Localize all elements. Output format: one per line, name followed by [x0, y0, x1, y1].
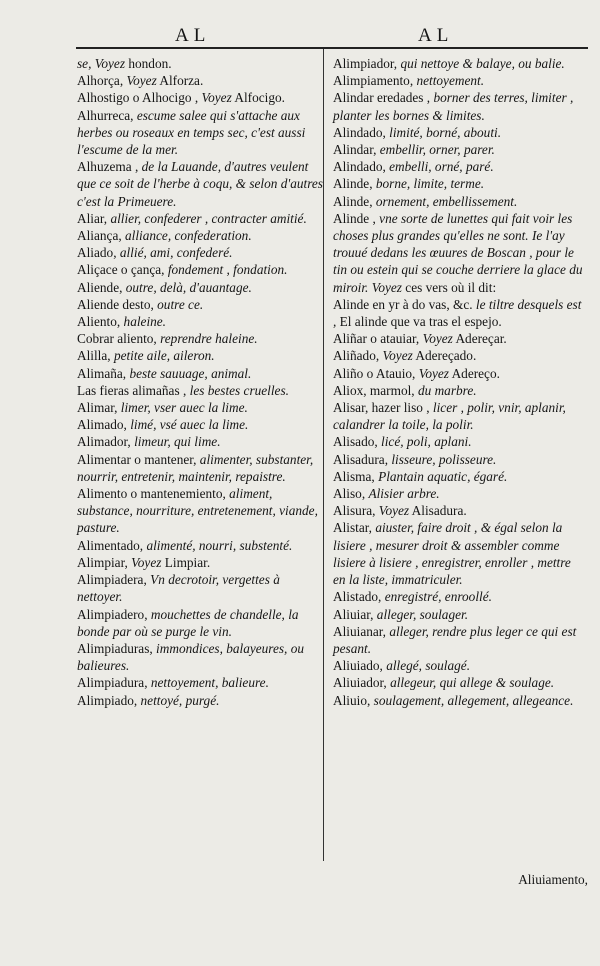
entry-headword: Las fieras alimañas ,: [77, 382, 187, 398]
dictionary-entry: [333, 124, 583, 141]
dictionary-entry: [333, 502, 583, 519]
entry-headword: Alimador,: [77, 434, 131, 450]
entry-headword: Alhurreca,: [77, 107, 134, 123]
entry-headword: Aliox, marmol,: [333, 382, 415, 398]
dictionary-entry: [77, 692, 327, 709]
entry-headword: Aliñar o atauiar,: [333, 331, 420, 347]
entry-translation: ornement, embellissement.: [375, 193, 518, 209]
entry-translation: embellir, orner, parer.: [379, 142, 495, 158]
entry-translation: embelli, orné, paré.: [389, 159, 494, 175]
entry-headword: Aliuio,: [333, 692, 371, 708]
entry-headword: Aliçace o çança,: [77, 262, 165, 278]
entry-headword: Alindar,: [333, 142, 377, 158]
entry-translation: les bestes cruelles.: [189, 382, 289, 398]
entry-headword: Alimpiaduras,: [77, 640, 153, 656]
entry-translation: allegé, soulagé.: [386, 658, 471, 674]
entry-headword: Aliuiador,: [333, 675, 387, 691]
entry-headword: Aliento,: [77, 314, 121, 330]
entry-headword: Alimado,: [77, 417, 127, 433]
running-head-right: AL: [418, 25, 454, 46]
entry-headword: Aliar,: [77, 210, 108, 226]
entry-headword: Aliende,: [77, 279, 123, 295]
dictionary-entry: [77, 210, 327, 227]
dictionary-entry: [333, 89, 583, 123]
header-rule: [76, 47, 588, 49]
dictionary-entry: [333, 623, 583, 657]
entry-headword: Alinde en yr à do vas, &c.: [333, 296, 473, 312]
entry-translation: nettoyement.: [416, 73, 485, 89]
dictionary-entry: [77, 261, 327, 278]
entry-translation: immondices, balayeures, ou balieures.: [77, 640, 305, 674]
dictionary-entry: [333, 296, 583, 330]
dictionary-entry: [77, 571, 327, 605]
entry-translation: alliance, confederation.: [125, 228, 252, 244]
dictionary-entry: [333, 692, 583, 709]
entry-translation: limer, vser auec la lime.: [120, 400, 248, 416]
entry-translation: limeur, qui lime.: [134, 434, 221, 450]
dictionary-entry: [333, 158, 583, 175]
entry-translation: escume salee qui s'attache aux herbes ou roseaux en temps sec, c'est aussi l'escume de la mer.: [77, 107, 306, 158]
entry-translation: beste sauuage, animal.: [129, 365, 252, 381]
entry-headword: Alimentar o mantener,: [77, 451, 197, 467]
entry-translation: nettoyement, balieure.: [150, 675, 269, 691]
dictionary-entry: [77, 107, 327, 159]
dictionary-entry: [77, 279, 327, 296]
entry-headword: Alinde ,: [333, 210, 376, 226]
entry-reference-target: hondon.: [128, 56, 172, 71]
entry-translation: vne sorte de lunettes qui fait voir les choses plus grandes qu'elles ne sont. Ie l'ay trouué dedans les œuures de Boscan , pour le tin ou estein qui se couche derriere la glace du miroir.: [333, 210, 583, 295]
entry-headword: Aliuiado,: [333, 658, 383, 674]
entry-headword: Alimaña,: [77, 365, 127, 381]
dictionary-entry: [333, 141, 583, 158]
dictionary-entry: [333, 674, 583, 691]
entry-headword: Alisar, hazer liso ,: [333, 400, 430, 416]
entry-headword: Aliuianar,: [333, 623, 387, 639]
dictionary-entry: [333, 485, 583, 502]
entry-headword: Alinde,: [333, 176, 373, 192]
dictionary-entry: [77, 433, 327, 450]
entry-headword: Alimpiadera,: [77, 572, 147, 588]
entry-translation: reprendre haleine.: [160, 331, 258, 347]
entry-translation: allegeur, qui allege & soulage.: [390, 675, 555, 691]
running-head-left: AL: [175, 25, 211, 46]
catchword: Aliuiamento,: [518, 872, 588, 887]
entry-headword: Alistar,: [333, 520, 372, 536]
entry-headword: Aliso,: [333, 486, 366, 502]
dictionary-entry: [77, 606, 327, 640]
dictionary-entry: [333, 365, 583, 382]
entry-translation: Plantain aquatic, égaré.: [378, 468, 508, 484]
entry-translation: du marbre.: [417, 382, 477, 398]
entry-cross-reference: Voyez: [378, 503, 410, 519]
entry-headword: Alimpiador,: [333, 56, 398, 71]
entry-translation: haleine.: [123, 314, 167, 330]
entry-reference-target: Adereçado.: [415, 348, 477, 364]
entry-translation: aliment, substance, nourriture, entretenement, viande, pasture.: [77, 486, 318, 536]
dictionary-entry: [77, 485, 327, 537]
entry-cross-reference: Voyez: [418, 365, 449, 381]
dictionary-entry: [333, 657, 583, 674]
dictionary-entry: [77, 244, 327, 261]
left-column: [77, 55, 327, 709]
entry-headword: Aliño o Atauio,: [333, 365, 416, 381]
entry-headword: Aliende desto,: [77, 296, 154, 312]
dictionary-entry: [77, 640, 327, 674]
entry-headword: Alimento o mantenemiento,: [77, 486, 226, 502]
entry-cross-reference: Voyez: [382, 348, 413, 364]
entry-headword: Alimentado,: [77, 537, 144, 553]
entry-translation: limité, borné, abouti.: [389, 124, 502, 140]
right-column: [333, 55, 583, 709]
dictionary-entry: [333, 468, 583, 485]
entry-headword: Alisadura,: [333, 451, 389, 467]
entry-translation: le tiltre desquels est ,: [333, 296, 582, 330]
dictionary-entry: [333, 210, 583, 296]
dictionary-entry: [333, 588, 583, 605]
dictionary-entry: [77, 296, 327, 313]
entry-headword: Alimpiado,: [77, 692, 138, 708]
entry-headword: Alisado,: [333, 434, 378, 450]
dictionary-entry: [77, 674, 327, 691]
entry-headword: Alimpiadero,: [77, 606, 148, 622]
dictionary-entry: [333, 193, 583, 210]
dictionary-entry: [333, 451, 583, 468]
entry-headword: Alimpiadura,: [77, 675, 148, 691]
entry-translation: fondement , fondation.: [167, 262, 288, 278]
entry-headword: Alilla,: [77, 348, 111, 364]
entry-headword: Aliado,: [77, 245, 117, 261]
entry-cross-reference: Voyez: [422, 331, 453, 347]
dictionary-entry: [333, 55, 583, 72]
running-header: [0, 20, 600, 46]
dictionary-entry: [77, 365, 327, 382]
entry-reference-target: El alinde que va tras el espejo.: [339, 314, 502, 330]
entry-translation: nettoyé, purgé.: [140, 692, 220, 708]
entry-headword: Alistado,: [333, 589, 382, 605]
dictionary-entry: [333, 606, 583, 623]
entry-headword: Alisma,: [333, 468, 375, 484]
entry-translation: alleger, rendre plus leger ce qui est pesant.: [333, 623, 577, 656]
dictionary-entry: [333, 519, 583, 588]
entry-cross-reference: Voyez: [371, 279, 402, 295]
dictionary-entry: [77, 330, 327, 347]
entry-translation: alimenté, nourri, substenté.: [146, 537, 293, 553]
dictionary-entry: [333, 175, 583, 192]
entry-translation: qui nettoye & balaye, ou balie.: [400, 56, 565, 71]
entry-headword: Cobrar aliento,: [77, 331, 157, 347]
dictionary-entry: [77, 347, 327, 364]
dictionary-entry: [77, 227, 327, 244]
dictionary-entry: [77, 537, 327, 554]
entry-reference-target: Alisadura.: [411, 503, 467, 519]
entry-reference-target: ces vers où il dit:: [405, 279, 497, 295]
dictionary-entry: [333, 382, 583, 399]
entry-translation: borner des terres, limiter , planter les bornes & limites.: [333, 90, 574, 123]
entry-headword: Aliança,: [77, 228, 122, 244]
entry-translation: se,: [77, 56, 92, 71]
dictionary-entry: [333, 399, 583, 433]
entry-reference-target: Adereçar.: [455, 331, 507, 347]
entry-headword: Alimar,: [77, 400, 118, 416]
entry-reference-target: Alforza.: [159, 73, 204, 89]
entry-headword: Alhorça,: [77, 73, 124, 89]
dictionary-entry: [333, 330, 583, 347]
entry-translation: outre, delà, d'auantage.: [125, 279, 252, 295]
entry-headword: Aliuiar,: [333, 606, 374, 622]
entry-translation: alleger, soulager.: [376, 606, 469, 622]
entry-headword: Alindar eredades ,: [333, 90, 431, 106]
entry-cross-reference: Voyez: [201, 90, 232, 106]
entry-reference-target: Limpiar.: [164, 554, 211, 570]
entry-translation: limé, vsé auec la lime.: [130, 417, 249, 433]
entry-translation: aiuster, faire droit , & égal selon la lisiere , mesurer droit & assembler comme lisiere à lisiere , enregistrer, enroller , mettre en la liste, immatriculer.: [333, 520, 571, 588]
entry-headword: Alimpiamento,: [333, 73, 414, 89]
entry-reference-target: Adereço.: [451, 365, 500, 381]
entry-headword: Aliñado,: [333, 348, 380, 364]
entry-translation: Vn decrotoir, vergettes à nettoyer.: [77, 572, 280, 605]
entry-cross-reference: Voyez: [94, 56, 126, 71]
dictionary-entry: [77, 382, 327, 399]
entry-headword: Alinde,: [333, 193, 373, 209]
entry-translation: lisseure, polisseure.: [391, 451, 497, 467]
entry-translation: alimenter, substanter, nourrir, entretenir, maintenir, repaistre.: [77, 451, 314, 484]
dictionary-entry: [77, 89, 327, 106]
entry-translation: soulagement, allegement, allegeance.: [373, 692, 574, 708]
entry-cross-reference: Voyez: [126, 73, 157, 89]
dictionary-entry: [77, 416, 327, 433]
dictionary-entry: [77, 451, 327, 485]
dictionary-entry: [77, 158, 327, 210]
entry-translation: enregistré, enroollé.: [384, 589, 492, 605]
entry-translation: borne, limite, terme.: [375, 176, 485, 192]
entry-translation: Alisier arbre.: [368, 486, 440, 502]
entry-headword: Alindado,: [333, 159, 386, 175]
dictionary-entry: [77, 313, 327, 330]
entry-translation: petite aile, aileron.: [113, 348, 215, 364]
dictionary-entry: [77, 72, 327, 89]
entry-translation: de la Lauande, d'autres veulent que ce soit de l'herbe à coqu, & selon d'autres c'est la Primeuere.: [77, 159, 323, 209]
dictionary-entry: [333, 72, 583, 89]
entry-reference-target: Alfocigo.: [234, 90, 285, 106]
dictionary-entry: [77, 554, 327, 571]
entry-translation: licé, poli, aplani.: [381, 434, 472, 450]
entry-headword: Alimpiar,: [77, 554, 128, 570]
entry-headword: Alisura,: [333, 503, 376, 519]
entry-translation: outre ce.: [157, 296, 204, 312]
entry-translation: licer , polir, vnir, aplanir, calandrer la toile, la polir.: [333, 400, 566, 433]
dictionary-entry: [333, 433, 583, 450]
dictionary-entry: [333, 347, 583, 364]
dictionary-entry: [77, 55, 327, 72]
entry-headword: Alhuzema ,: [77, 159, 139, 175]
entry-headword: Alindado,: [333, 124, 386, 140]
entry-cross-reference: Voyez: [131, 554, 162, 570]
entry-translation: allier, confederer , contracter amitié.: [110, 210, 307, 226]
dictionary-entry: [77, 399, 327, 416]
entry-translation: allié, ami, confederé.: [119, 245, 233, 261]
entry-headword: Alhostigo o Alhocigo ,: [77, 90, 199, 106]
entry-translation: mouchettes de chandelle, la bonde par où se purge le vin.: [77, 606, 299, 639]
